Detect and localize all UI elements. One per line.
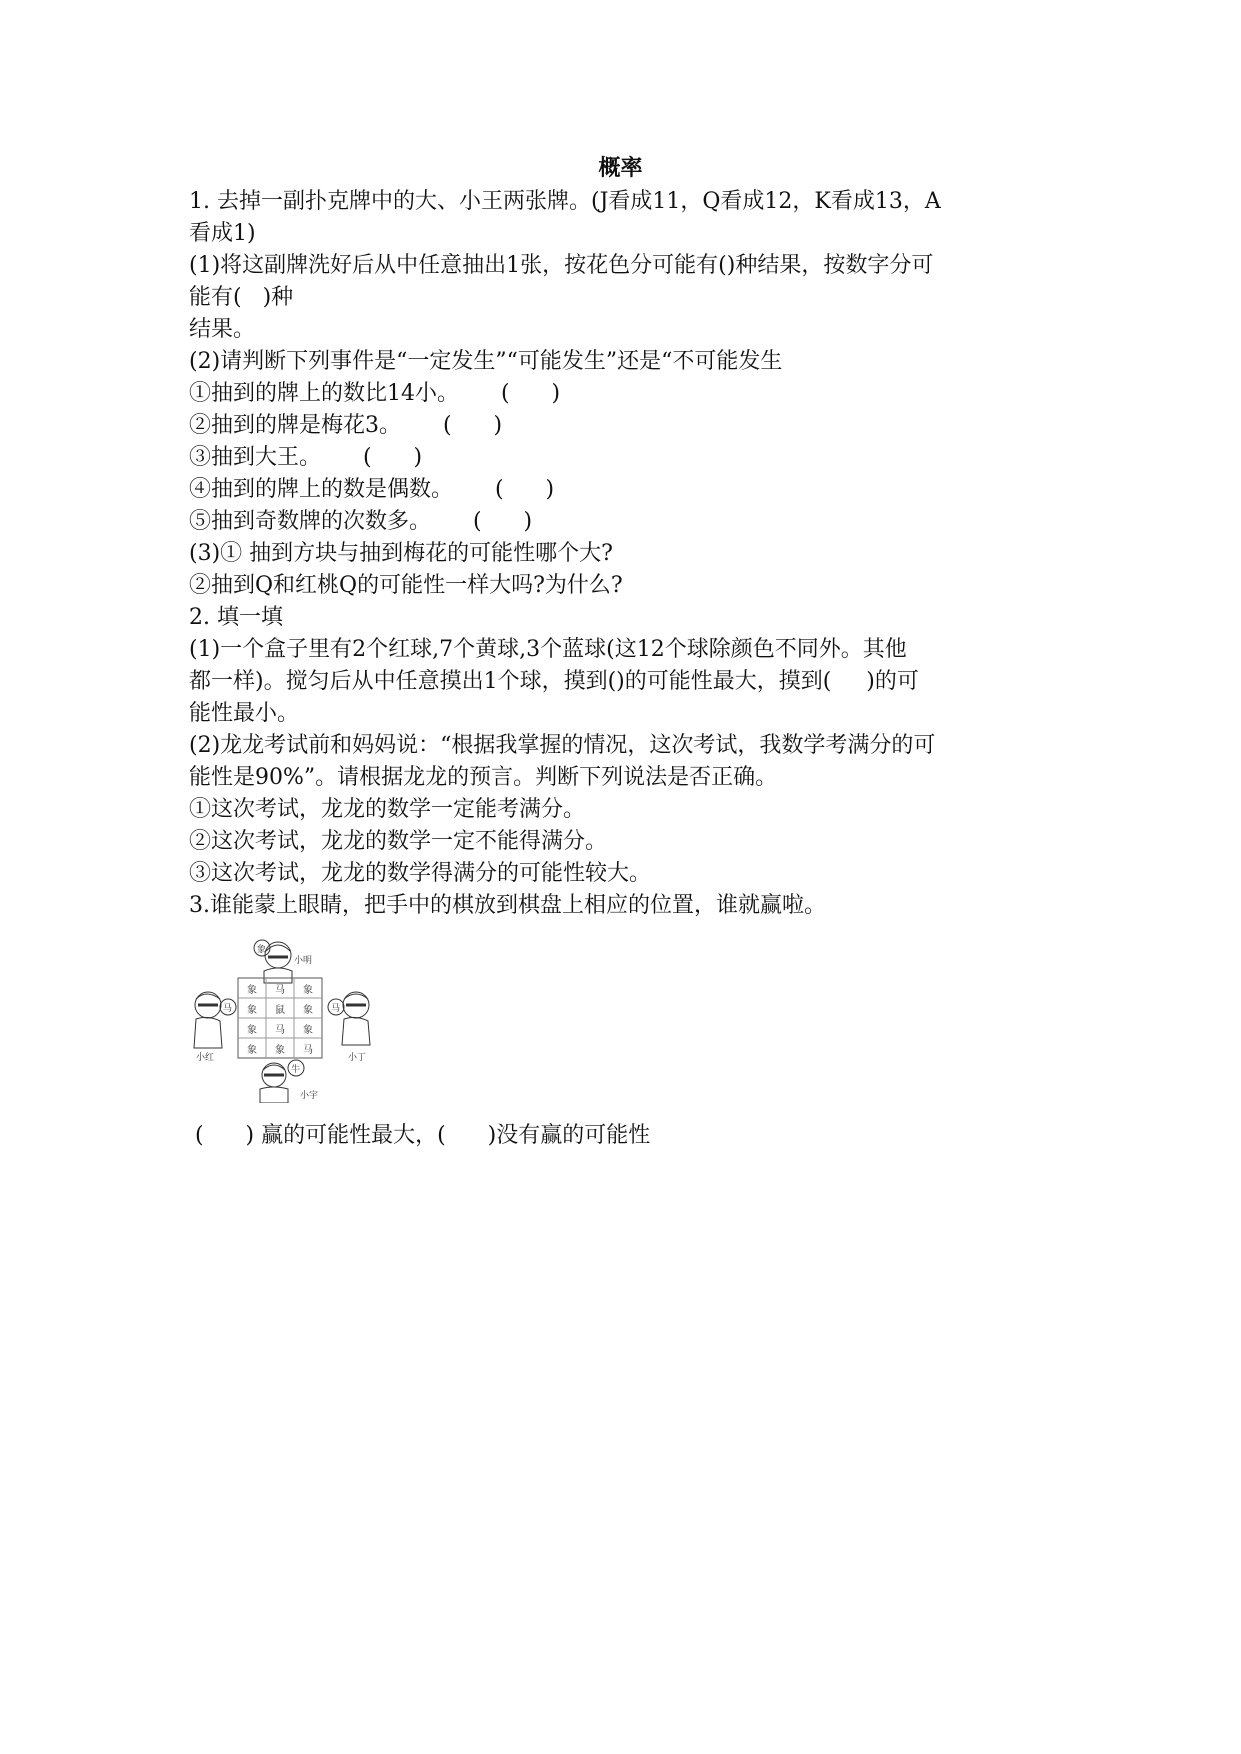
board-cell: 马 <box>303 1045 313 1056</box>
q3-answer-line: ( ) 赢的可能性最大，( )没有赢的可能性 <box>195 1123 651 1148</box>
board-cell: 象 <box>247 1005 257 1016</box>
q2-part1-line1: (1)一个盒子里有2个红球,7个黄球,3个蓝球(这12个球除颜色不同外。其他 <box>189 637 907 662</box>
board-cell: 象 <box>303 1005 313 1016</box>
board-cell: 鼠 <box>275 1005 285 1016</box>
chess-board-grid <box>238 978 322 1058</box>
page-title: 概率 <box>598 156 643 181</box>
q1-part2-prompt: (2)请判断下列事件是“一定发生”“可能发生”还是“不可能发生 <box>189 349 783 374</box>
piece-held-right: 马 <box>331 1004 341 1014</box>
child-right-figure <box>328 992 370 1063</box>
q2-part2-item2: ②这次考试，龙龙的数学一定不能得满分。 <box>189 829 608 854</box>
piece-held-left: 马 <box>223 1004 233 1014</box>
board-cell: 象 <box>303 985 313 996</box>
question-body <box>189 186 1069 922</box>
q2-part2-line1: (2)龙龙考试前和妈妈说：“根据我掌握的情况，这次考试，我数学考满分的可 <box>189 733 936 758</box>
q1-part1-line3: 结果。 <box>189 317 256 342</box>
child-left-figure <box>194 992 236 1063</box>
q1-intro-line1: 1. 去掉一副扑克牌中的大、小王两张牌。(J看成11，Q看成12，K看成13，A <box>189 189 941 214</box>
board-cell: 马 <box>275 1025 285 1036</box>
piece-held-top: 象 <box>257 945 267 955</box>
q2-heading: 2. 填一填 <box>189 605 283 630</box>
board-cell: 象 <box>275 1045 285 1056</box>
q1-part2-item3: ③抽到大王。 ( ) <box>189 445 423 470</box>
board-cell: 象 <box>303 1025 313 1036</box>
q1-intro-line2: 看成1) <box>189 221 256 246</box>
q1-part2-item4: ④抽到的牌上的数是偶数。 ( ) <box>189 477 555 502</box>
chess-board-illustration <box>186 933 386 1103</box>
piece-held-bottom: 牛 <box>291 1065 301 1075</box>
name-label-bottom: 小宇 <box>300 1091 319 1101</box>
q1-part3-item2: ②抽到Q和红桃Q的可能性一样大吗?为什么? <box>189 573 623 598</box>
q3-prompt: 3.谁能蒙上眼睛，把手中的棋放到棋盘上相应的位置，谁就赢啦。 <box>189 893 826 918</box>
name-label-top: 小明 <box>294 956 313 966</box>
q1-part1-line1: (1)将这副牌洗好后从中任意抽出1张，按花色分可能有()种结果，按数字分可 <box>189 253 934 278</box>
q2-part2-line2: 能性是90%”。请根据龙龙的预言。判断下列说法是否正确。 <box>189 765 778 790</box>
name-label-right: 小丁 <box>348 1053 367 1063</box>
child-bottom-figure <box>260 1060 318 1103</box>
board-cell: 象 <box>247 1025 257 1036</box>
q1-part1-line2: 能有( )种 <box>189 285 294 310</box>
child-top-figure <box>254 940 312 983</box>
q2-part1-line2: 都一样)。搅匀后从中任意摸出1个球，摸到()的可能性最大，摸到( )的可 <box>189 669 919 694</box>
q1-part2-item2: ②抽到的牌是梅花3。 ( ) <box>189 413 503 438</box>
q2-part2-item3: ③这次考试，龙龙的数学得满分的可能性较大。 <box>189 861 652 886</box>
name-label-left: 小红 <box>196 1053 215 1063</box>
q2-part2-item1: ①这次考试，龙龙的数学一定能考满分。 <box>189 797 586 822</box>
q1-part3-item1: (3)① 抽到方块与抽到梅花的可能性哪个大? <box>189 541 613 566</box>
board-cell: 象 <box>247 1045 257 1056</box>
q2-part1-line3: 能性最小。 <box>189 701 300 726</box>
board-cell: 象 <box>247 985 257 996</box>
q1-part2-item1: ①抽到的牌上的数比14小。 ( ) <box>189 381 561 406</box>
board-cell: 马 <box>275 985 285 996</box>
q1-part2-item5: ⑤抽到奇数牌的次数多。 ( ) <box>189 509 533 534</box>
